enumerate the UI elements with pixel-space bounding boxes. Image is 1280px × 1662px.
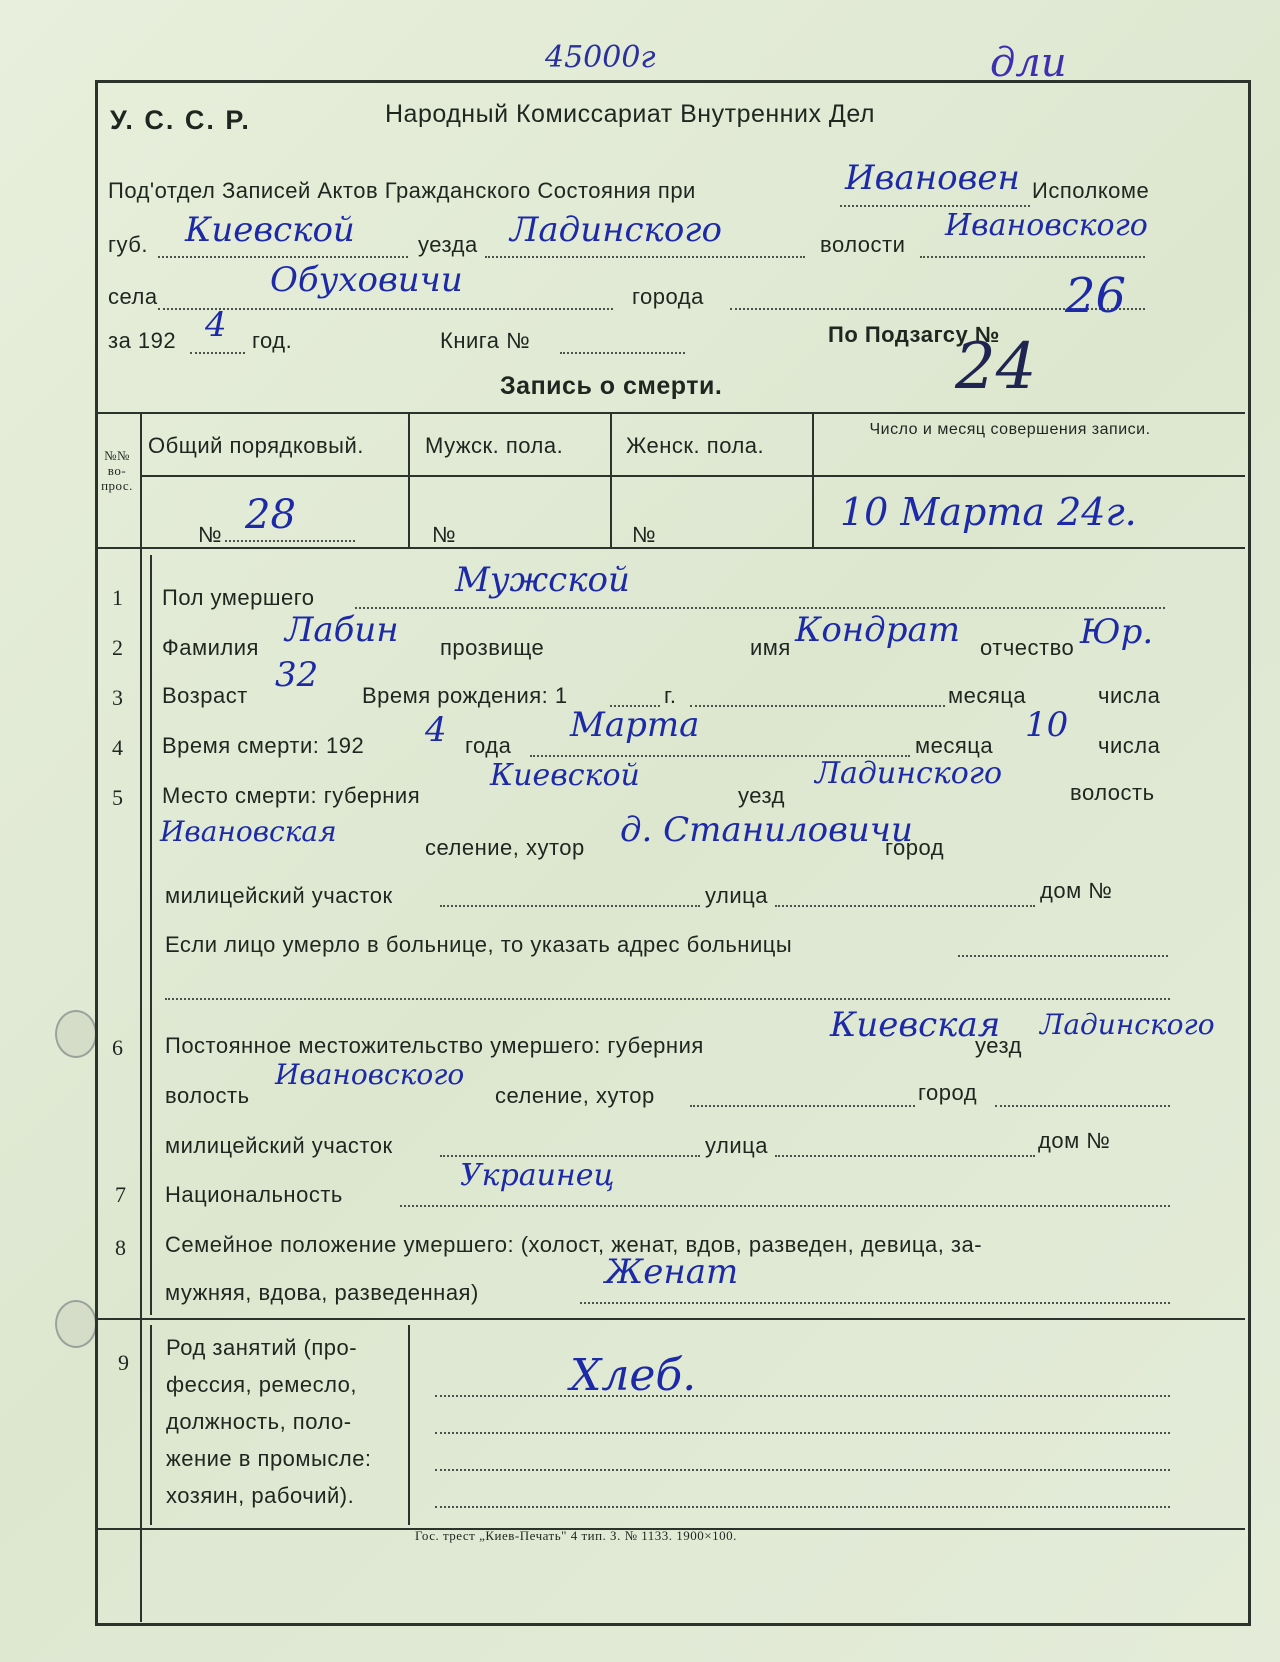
table-rule: [140, 475, 1245, 477]
dotted-line: [690, 705, 945, 707]
volost-value: Ивановского: [945, 208, 1148, 243]
subdept-label: Под'отдел Записей Актов Гражданского Состояния при: [108, 178, 696, 203]
death-selo-label: селение, хутор: [425, 835, 585, 860]
table-rule: [95, 412, 1245, 414]
record-title: Запись о смерти.: [500, 372, 723, 400]
birth-day-label: числа: [1098, 683, 1161, 708]
death-volost-label: волость: [1070, 780, 1155, 805]
dotted-line: [400, 1205, 1170, 1207]
dotted-line: [165, 998, 1170, 1000]
binder-hole-icon: [55, 1300, 97, 1348]
record-date-value: 10 Марта 24г.: [840, 490, 1137, 534]
gub-label: губ.: [108, 232, 148, 257]
occupation-label-line: должность, поло-: [166, 1409, 352, 1434]
birth-month-label: месяца: [948, 683, 1027, 708]
death-year-value: 4: [425, 710, 447, 750]
year-label: за 192: [108, 328, 177, 353]
dotted-line: [958, 955, 1168, 957]
death-year-label: года: [465, 733, 512, 758]
table-column-line: [408, 412, 410, 547]
death-house-label: дом №: [1040, 878, 1113, 903]
name-value: Кондрат: [795, 610, 961, 650]
table-column-line: [610, 412, 612, 547]
nationality-value: Украинец: [460, 1158, 615, 1193]
dotted-line: [158, 256, 408, 258]
question-number-header: №№ во-прос.: [101, 448, 133, 493]
occupation-label-line: фессия, ремесло,: [166, 1372, 358, 1397]
residence-gub-value: Киевская: [830, 1005, 1001, 1045]
residence-street-label: улица: [705, 1133, 768, 1158]
residence-house-label: дом №: [1038, 1128, 1111, 1153]
surname-label: Фамилия: [162, 635, 259, 660]
row-number: 8: [115, 1235, 126, 1260]
death-uezd-label: уезд: [738, 783, 785, 808]
dotted-line: [690, 1105, 915, 1107]
female-number-sign: №: [632, 522, 657, 547]
podzags-value: 24: [955, 330, 1037, 404]
age-label: Возраст: [162, 683, 248, 708]
death-day-label: числа: [1098, 733, 1161, 758]
dotted-line: [580, 1302, 1170, 1304]
table-column-line: [408, 1325, 410, 1525]
gub-value: Киевской: [185, 210, 355, 250]
birth-label: Время рождения: 1: [362, 683, 568, 708]
male-number-sign: №: [432, 522, 457, 547]
death-time-label: Время смерти: 192: [162, 733, 365, 758]
selo-value: Обуховичи: [270, 260, 463, 300]
surname-value: Лабин: [285, 610, 399, 650]
uezd-value: Ладинского: [510, 210, 722, 250]
commissariat-title: Народный Комиссариат Внутренних Дел: [385, 100, 875, 128]
occupation-label-line: Род занятий (про-: [166, 1335, 358, 1360]
printer-footer: Гос. трест „Киев-Печать" 4 тип. З. № 1133. 1900×100.: [415, 1528, 737, 1543]
death-place-label: Место смерти: губерния: [162, 783, 421, 808]
dotted-line: [560, 352, 685, 354]
table-column-line: [150, 555, 152, 1315]
dotted-line: [355, 607, 1165, 609]
dotted-line: [435, 1469, 1170, 1471]
handwritten-top-number: 45000г: [545, 40, 656, 75]
dotted-line: [435, 1395, 1170, 1397]
row-number: 3: [112, 685, 123, 710]
residence-label: Постоянное местожительство умершего: губерния: [165, 1033, 704, 1058]
general-number-sign: №: [198, 522, 223, 547]
table-rule: [95, 1318, 1245, 1320]
book-label: Книга №: [440, 328, 531, 353]
table-rule: [95, 547, 1245, 549]
nationality-label: Национальность: [165, 1182, 343, 1207]
republic-title: У. С. С. Р.: [110, 105, 251, 135]
year-suffix: год.: [252, 328, 293, 353]
residence-gorod-label: город: [918, 1080, 978, 1105]
death-gub-value: Киевской: [490, 758, 640, 793]
marital-label-cont: мужняя, вдова, разведенная): [165, 1280, 479, 1305]
occupation-label-line: жение в промысле:: [166, 1446, 372, 1471]
uezd-label: уезда: [418, 232, 478, 257]
row-number: 5: [112, 785, 123, 810]
binder-hole-icon: [55, 1010, 97, 1058]
row-number: 2: [112, 635, 123, 660]
occupation-value: Хлеб.: [570, 1350, 697, 1401]
death-selo-value: д. Станиловичи: [620, 810, 913, 850]
general-number-header: Общий порядковый.: [148, 433, 364, 458]
death-month-label: месяца: [915, 733, 994, 758]
sex-value: Мужской: [455, 560, 630, 600]
age-value: 32: [275, 655, 319, 695]
residence-uezd-value: Ладинского: [1040, 1008, 1215, 1041]
name-label: имя: [750, 635, 791, 660]
dotted-line: [435, 1506, 1170, 1508]
male-header: Мужск. пола.: [425, 433, 564, 458]
marital-label: Семейное положение умершего: (холост, женат, вдов, разведен, девица, за-: [165, 1232, 983, 1257]
residence-uezd-label: уезд: [975, 1033, 1022, 1058]
podzags-top-value: 26: [1065, 268, 1127, 324]
dotted-line: [485, 256, 805, 258]
hospital-label: Если лицо умерло в больнице, то указать адрес больницы: [165, 932, 793, 957]
sex-label: Пол умершего: [162, 585, 315, 610]
handwritten-top-right: дли: [990, 40, 1067, 86]
row-number: 6: [112, 1035, 123, 1060]
death-uezd-value: Ладинского: [815, 756, 1003, 791]
death-street-label: улица: [705, 883, 768, 908]
subdept-suffix: Исполкоме: [1032, 178, 1150, 203]
table-column-line: [150, 1325, 152, 1525]
gorod-label: города: [632, 284, 704, 309]
residence-selo-label: селение, хутор: [495, 1083, 655, 1108]
dotted-line: [435, 1432, 1170, 1434]
dotted-line: [190, 352, 245, 354]
dotted-line: [775, 1155, 1035, 1157]
table-column-line: [812, 412, 814, 547]
general-number-value: 28: [245, 492, 296, 538]
date-header: Число и месяц совершения записи.: [869, 421, 1151, 438]
death-month-value: Марта: [570, 705, 700, 745]
female-header: Женск. пола.: [626, 433, 765, 458]
residence-militia-label: милицейский участок: [165, 1133, 393, 1158]
row-number: 4: [112, 735, 123, 760]
year-value: 4: [205, 305, 227, 345]
row-number: 1: [112, 585, 123, 610]
dotted-line: [840, 205, 1030, 207]
podzags-label: По Подзагсу №: [828, 322, 1000, 347]
death-militia-label: милицейский участок: [165, 883, 393, 908]
ispolkom-value: Ивановен: [845, 158, 1020, 198]
dotted-line: [440, 905, 700, 907]
patronymic-value: Юр.: [1080, 612, 1154, 652]
death-volost-value: Ивановская: [160, 815, 337, 848]
row-number: 9: [118, 1350, 129, 1375]
residence-volost-label: волость: [165, 1083, 250, 1108]
selo-label: села: [108, 284, 158, 309]
table-column-line: [140, 412, 142, 1622]
death-day-value: 10: [1025, 705, 1069, 745]
dotted-line: [920, 256, 1145, 258]
patronymic-label: отчество: [980, 635, 1075, 660]
volost-label: волости: [820, 232, 906, 257]
birth-year-label: г.: [664, 683, 677, 708]
dotted-line: [225, 540, 355, 542]
marital-value: Женат: [605, 1252, 739, 1292]
row-number: 7: [115, 1182, 126, 1207]
death-gorod-label: город: [885, 835, 945, 860]
occupation-label-line: хозяин, рабочий).: [166, 1483, 355, 1508]
residence-volost-value: Ивановского: [275, 1058, 465, 1091]
dotted-line: [440, 1155, 700, 1157]
nickname-label: прозвище: [440, 635, 545, 660]
dotted-line: [995, 1105, 1170, 1107]
dotted-line: [775, 905, 1035, 907]
